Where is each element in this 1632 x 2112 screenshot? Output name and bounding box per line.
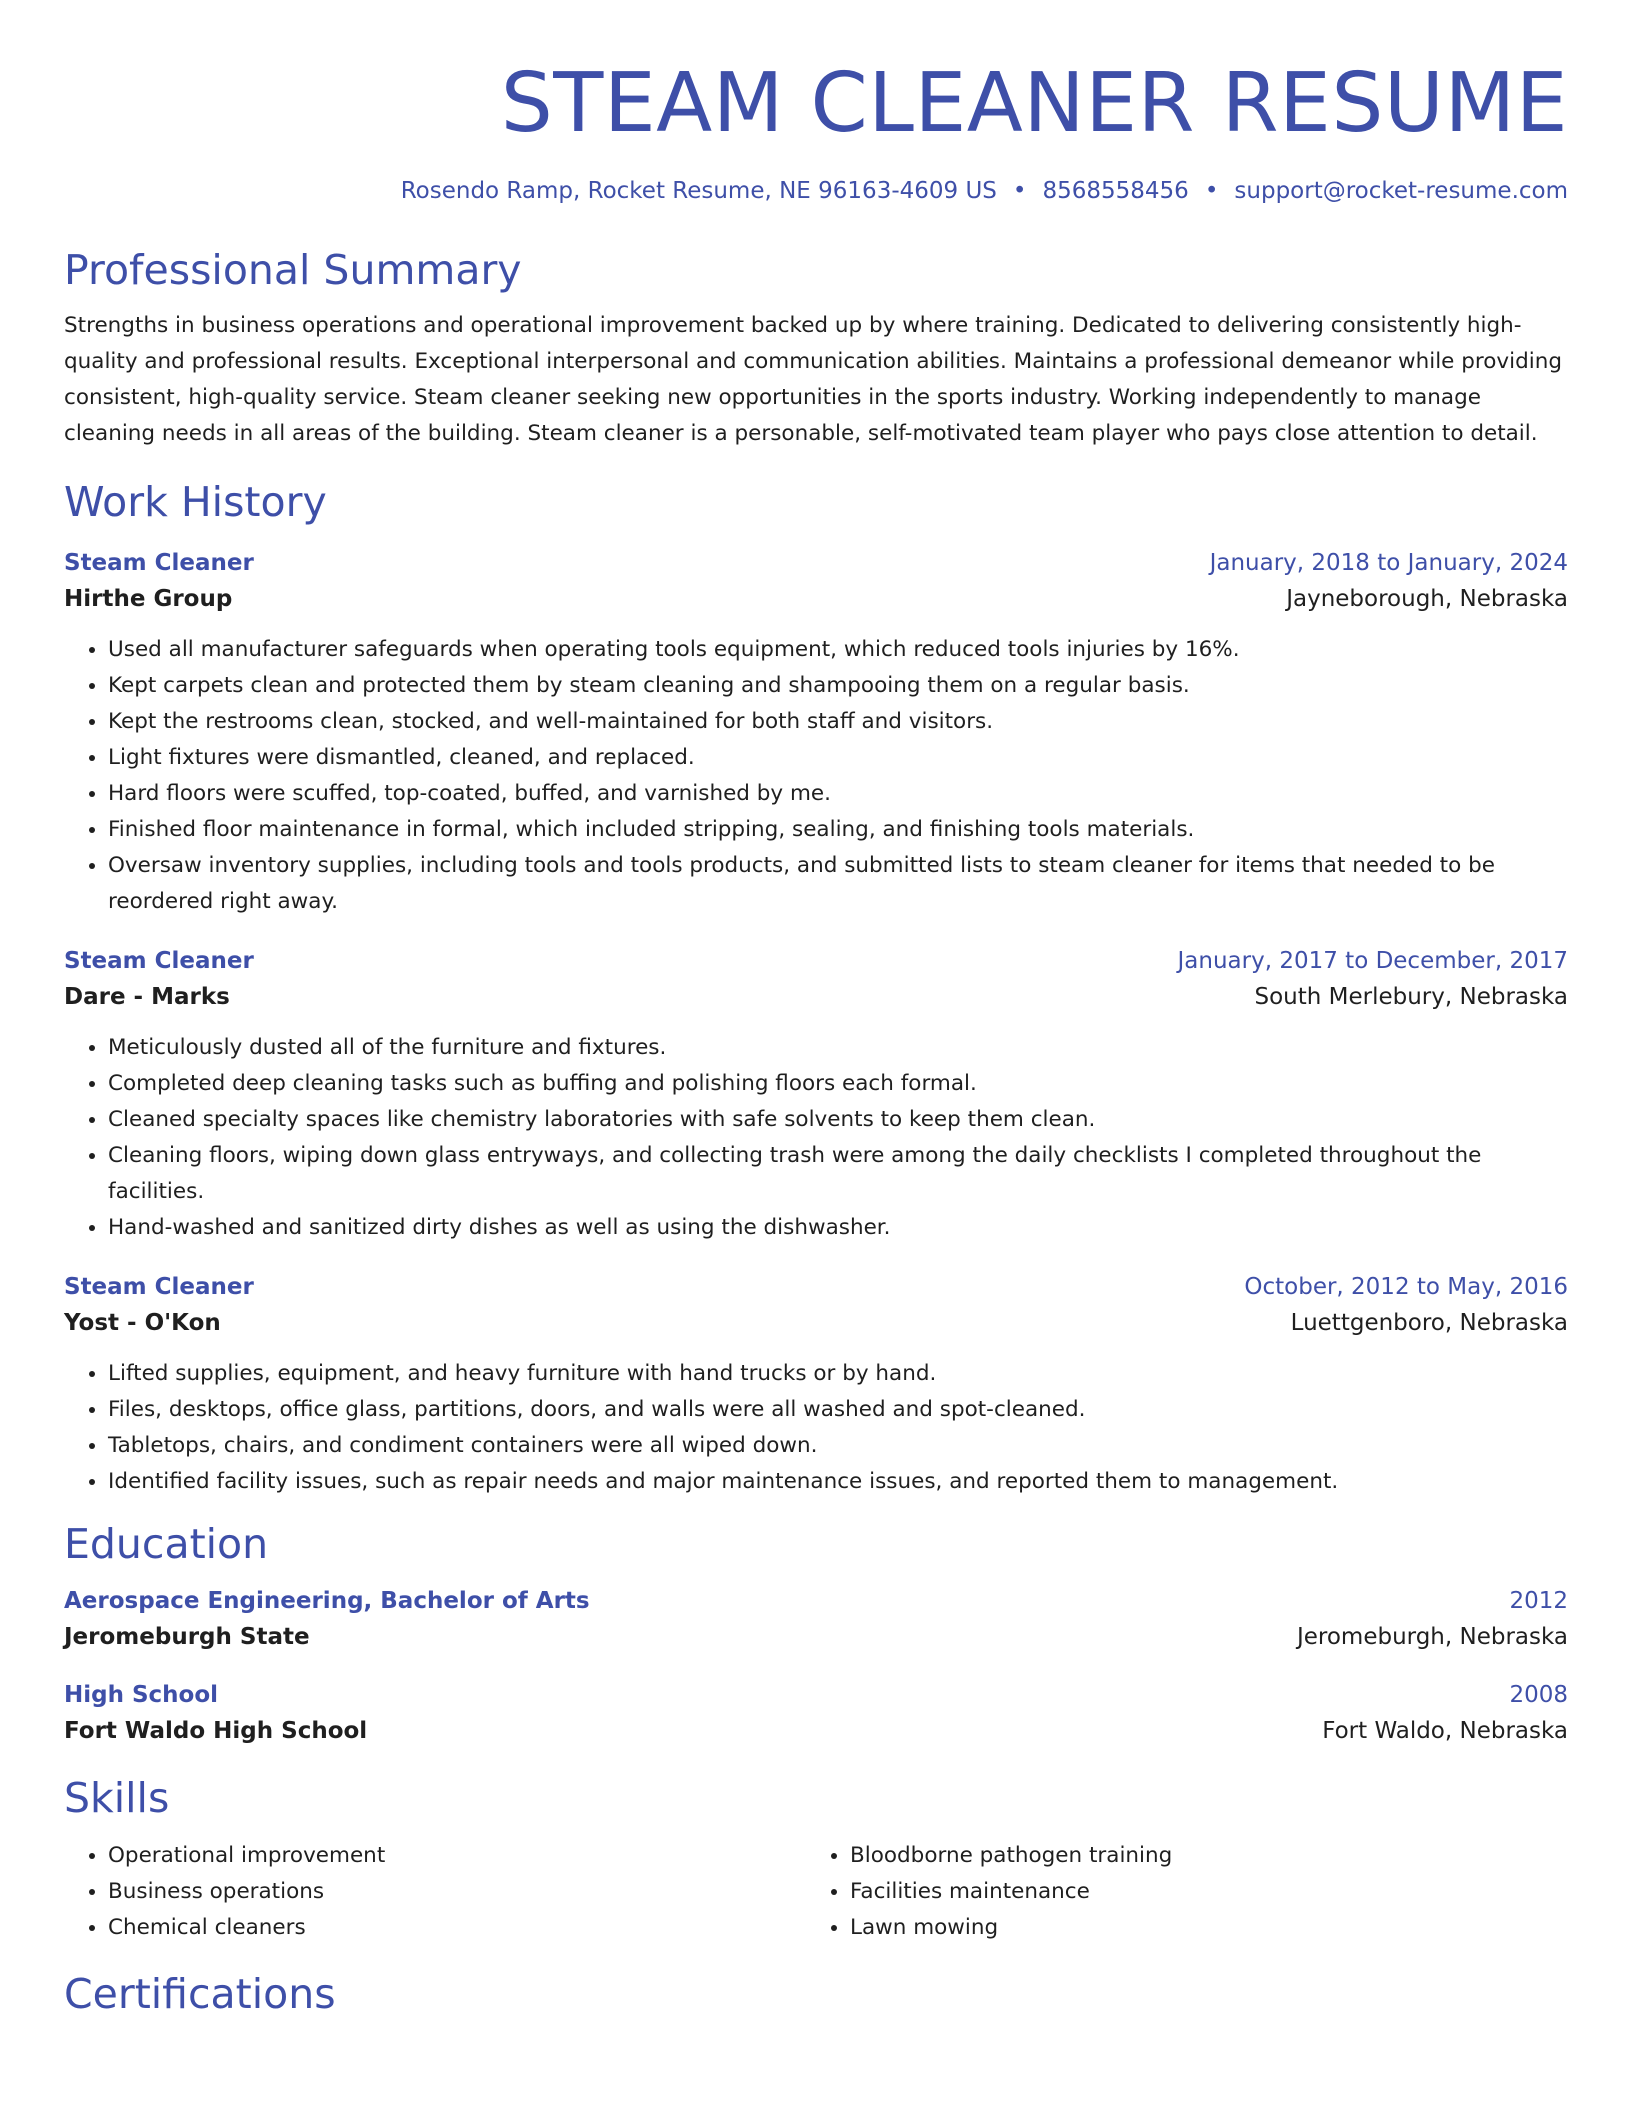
job-company: Dare - Marks	[64, 984, 230, 1010]
skill-item: • Business operations	[108, 1874, 806, 1910]
education-school: Jeromeburgh State	[64, 1624, 310, 1650]
job-bullet: • Oversaw inventory supplies, including tools and tools products, and submitted lists to steam cleaner for items that needed to be reordered right away.	[108, 848, 1568, 920]
job-bullet: • Identified facility issues, such as repair needs and major maintenance issues, and reported them to management.	[108, 1464, 1568, 1500]
education-year: 2012	[1509, 1588, 1568, 1614]
job-bullets	[64, 1030, 1568, 1246]
skills-column-right	[806, 1838, 1548, 1946]
job-entry	[64, 1270, 1568, 1500]
job-title-row	[64, 944, 1568, 978]
education-school-row	[64, 1712, 1568, 1750]
education-location: Jeromeburgh, Nebraska	[1296, 1624, 1568, 1650]
certifications-heading: Certifications	[64, 1970, 336, 2018]
resume-title: STEAM CLEANER RESUME	[500, 56, 1568, 151]
summary-text: Strengths in business operations and operational improvement backed up by where training. Dedicated to delivering consistently high-quality and professional results. Exceptional interpersonal and communication abilities. Maintains a professional demeanor while providing consistent, high-quality service. Steam cleaner seeking new opportunities in the sports industry. Working independently to manage cleaning needs in all areas of the building. Steam cleaner is a personable, self-motivated team player who pays close attention to detail.	[64, 313, 1562, 446]
job-location: Jayneborough, Nebraska	[1286, 586, 1568, 612]
job-entry	[64, 944, 1568, 1246]
job-title-row	[64, 546, 1568, 580]
job-company-row	[64, 580, 1568, 618]
job-title: Steam Cleaner	[64, 948, 254, 974]
job-company: Hirthe Group	[64, 586, 233, 612]
education-school: Fort Waldo High School	[64, 1718, 368, 1744]
skill-item: • Bloodborne pathogen training	[850, 1838, 1548, 1874]
job-bullet: • Kept carpets clean and protected them by steam cleaning and shampooing them on a regular basis.	[108, 668, 1568, 704]
job-title-row	[64, 1270, 1568, 1304]
education-degree: High School	[64, 1682, 219, 1708]
job-bullet: • Tabletops, chairs, and condiment containers were all wiped down.	[108, 1428, 1568, 1464]
job-title: Steam Cleaner	[64, 1274, 254, 1300]
skill-item: • Facilities maintenance	[850, 1874, 1548, 1910]
summary-heading: Professional Summary	[64, 246, 522, 294]
job-bullets	[64, 632, 1568, 920]
job-bullet: • Hand-washed and sanitized dirty dishes as well as using the dishwasher.	[108, 1210, 1568, 1246]
education-entry	[64, 1584, 1568, 1656]
job-bullets	[64, 1356, 1568, 1500]
work-history-heading: Work History	[64, 478, 327, 526]
job-company-row	[64, 978, 1568, 1016]
contact-email[interactable]: support@rocket-resume.com	[1234, 178, 1568, 204]
skill-item: • Operational improvement	[108, 1838, 806, 1874]
contact-line	[64, 176, 1568, 206]
education-degree: Aerospace Engineering, Bachelor of Arts	[64, 1588, 590, 1614]
job-location: Luettgenboro, Nebraska	[1290, 1310, 1568, 1336]
job-bullet: • Kept the restrooms clean, stocked, and well-maintained for both staff and visitors.	[108, 704, 1568, 740]
contact-address: Rosendo Ramp, Rocket Resume, NE 96163-4609 US	[400, 178, 997, 204]
contact-separator: •	[1012, 178, 1027, 204]
skills-column-left	[64, 1838, 806, 1946]
education-degree-row	[64, 1678, 1568, 1712]
contact-separator: •	[1204, 178, 1219, 204]
job-location: South Merlebury, Nebraska	[1254, 984, 1568, 1010]
job-dates: October, 2012 to May, 2016	[1244, 1274, 1568, 1300]
education-location: Fort Waldo, Nebraska	[1322, 1718, 1568, 1744]
job-bullet: • Used all manufacturer safeguards when operating tools equipment, which reduced tools injuries by 16%.	[108, 632, 1568, 668]
job-entry	[64, 546, 1568, 920]
education-heading: Education	[64, 1520, 269, 1568]
job-title: Steam Cleaner	[64, 550, 254, 576]
contact-phone: 8568558456	[1042, 178, 1189, 204]
job-bullet: • Cleaned specialty spaces like chemistry laboratories with safe solvents to keep them clean.	[108, 1102, 1568, 1138]
skills-grid	[64, 1838, 1568, 1946]
education-entry	[64, 1678, 1568, 1750]
skill-item: • Chemical cleaners	[108, 1910, 806, 1946]
job-bullet: • Finished floor maintenance in formal, which included stripping, sealing, and finishing tools materials.	[108, 812, 1568, 848]
job-bullet: • Cleaning floors, wiping down glass entryways, and collecting trash were among the daily checklists I completed throughout the facilities.	[108, 1138, 1568, 1210]
job-bullet: • Light fixtures were dismantled, cleaned, and replaced.	[108, 740, 1568, 776]
job-company-row	[64, 1304, 1568, 1342]
job-dates: January, 2017 to December, 2017	[1177, 948, 1568, 974]
education-school-row	[64, 1618, 1568, 1656]
job-bullet: • Hard floors were scuffed, top-coated, buffed, and varnished by me.	[108, 776, 1568, 812]
job-bullet: • Lifted supplies, equipment, and heavy furniture with hand trucks or by hand.	[108, 1356, 1568, 1392]
job-bullet: • Completed deep cleaning tasks such as buffing and polishing floors each formal.	[108, 1066, 1568, 1102]
education-degree-row	[64, 1584, 1568, 1618]
skills-heading: Skills	[64, 1774, 170, 1822]
education-year: 2008	[1509, 1682, 1568, 1708]
job-dates: January, 2018 to January, 2024	[1209, 550, 1568, 576]
job-company: Yost - O'Kon	[64, 1310, 221, 1336]
job-bullet: • Meticulously dusted all of the furniture and fixtures.	[108, 1030, 1568, 1066]
skill-item: • Lawn mowing	[850, 1910, 1548, 1946]
resume-page	[64, 0, 1568, 2020]
job-bullet: • Files, desktops, office glass, partitions, doors, and walls were all washed and spot-cleaned.	[108, 1392, 1568, 1428]
